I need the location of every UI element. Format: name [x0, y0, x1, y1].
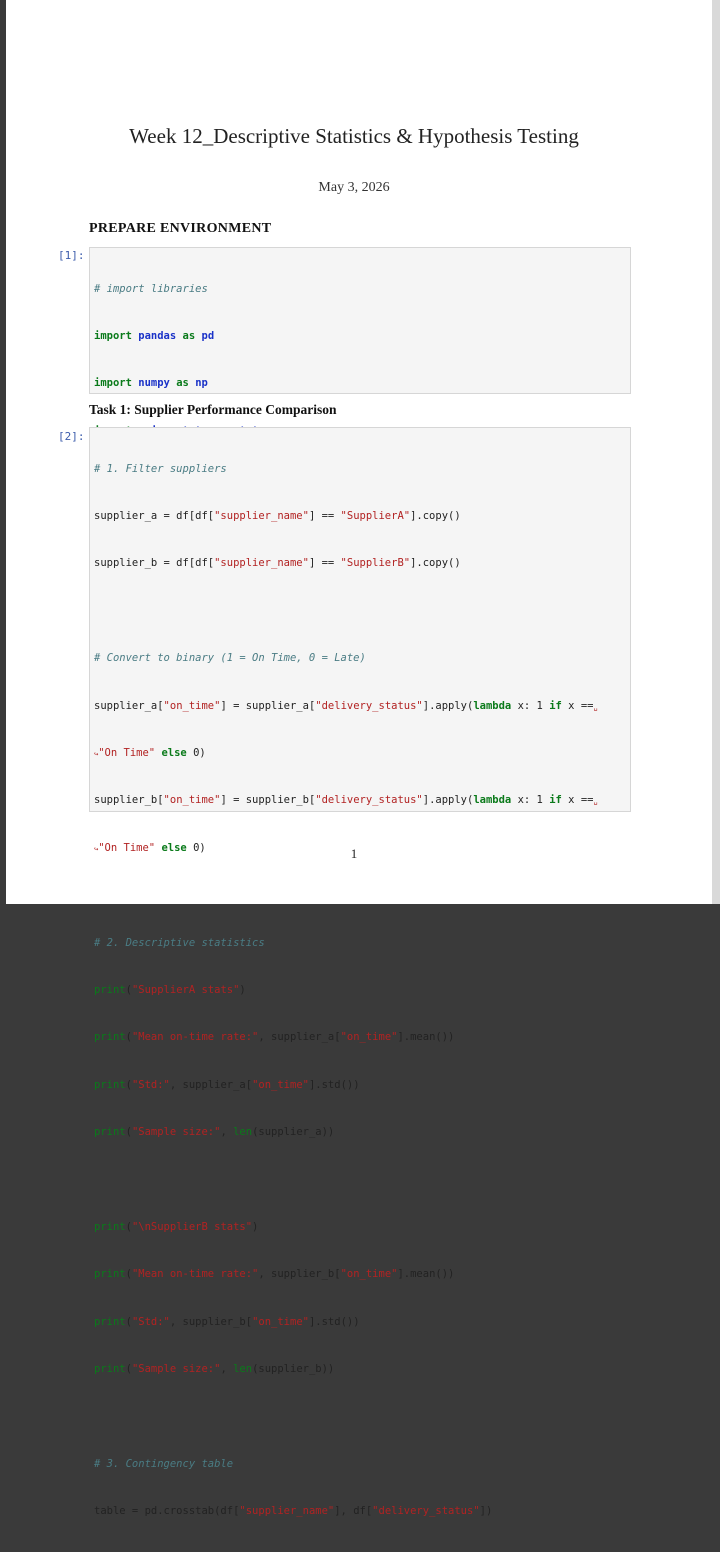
code-comment: # 2. Descriptive statistics	[94, 936, 265, 949]
code-line: table = pd.crosstab(df["supplier_name"], df["delivery_status"])	[94, 1505, 493, 1518]
code-line: ↪"On Time" else 0)	[94, 841, 206, 854]
code-line: print("Mean on-time rate:", supplier_b["on_time"].mean())	[94, 1268, 455, 1281]
line-wrap-icon: ↪	[94, 844, 99, 853]
code-line: supplier_b = df[df["supplier_name"] == "SupplierB"].copy()	[94, 557, 461, 570]
code-line: supplier_b["on_time"] = supplier_b["delivery_status"].apply(lambda x: 1 if x ==␣	[94, 794, 598, 807]
section-heading-task1: Task 1: Supplier Performance Comparison	[89, 402, 337, 417]
code-line	[94, 651, 626, 667]
code-line: supplier_a = df[df["supplier_name"] == "SupplierA"].copy()	[94, 509, 461, 522]
cell-prompt-2: [2]:	[58, 430, 85, 443]
code-comment: # Convert to binary (1 = On Time, 0 = Late)	[94, 652, 366, 665]
code-block-2	[94, 430, 626, 1552]
code-line: print("Mean on-time rate:", supplier_a["on_time"].mean())	[94, 1031, 455, 1044]
code-cell-2[interactable]	[89, 427, 631, 1518]
section-heading-prepare: PREPARE ENVIRONMENT	[89, 221, 272, 236]
code-line	[94, 936, 626, 952]
code-line: supplier_a["on_time"] = supplier_a["delivery_status"].apply(lambda x: 1 if x ==␣	[94, 699, 598, 712]
document-date: May 3, 2026	[318, 180, 390, 195]
code-comment: # 1. Filter suppliers	[94, 462, 227, 475]
code-line	[94, 1457, 626, 1473]
line-wrap-icon: ↪	[94, 749, 99, 758]
code-line	[94, 462, 626, 478]
blank-line	[94, 604, 626, 620]
cell-prompt-1: [1]:	[58, 249, 85, 262]
code-cell-1[interactable]	[89, 247, 631, 394]
blank-line	[94, 888, 626, 904]
code-comment: # 3. Contingency table	[94, 1457, 234, 1470]
code-line	[94, 282, 626, 298]
code-line: import pandas as pd	[94, 329, 215, 342]
code-line: print("Std:", supplier_a["on_time"].std())	[94, 1078, 360, 1091]
code-comment: # import libraries	[94, 282, 208, 295]
code-line: print("Sample size:", len(supplier_b))	[94, 1363, 335, 1376]
page-number: 1	[350, 846, 358, 861]
document-title: Week 12_Descriptive Statistics & Hypothesis Testing	[129, 124, 579, 148]
code-line: print("Std:", supplier_b["on_time"].std())	[94, 1315, 360, 1328]
blank-line	[94, 1409, 626, 1425]
code-line: ↪"On Time" else 0)	[94, 746, 206, 759]
code-line: print("Sample size:", len(supplier_a))	[94, 1126, 335, 1139]
code-line: print("\nSupplierB stats")	[94, 1220, 259, 1233]
code-line: print("SupplierA stats")	[94, 983, 246, 996]
blank-line	[94, 1172, 626, 1188]
code-line: import numpy as np	[94, 377, 208, 390]
